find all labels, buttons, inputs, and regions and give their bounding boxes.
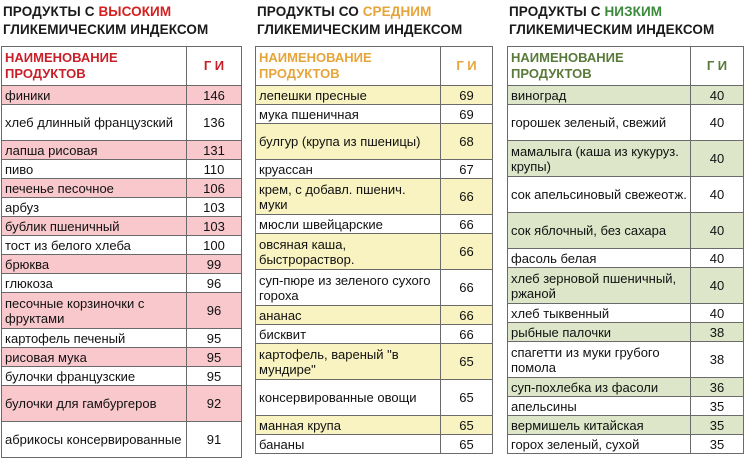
title-prefix: ПРОДУКТЫ С	[509, 4, 605, 19]
table-row	[256, 380, 493, 416]
gi-value: 65	[441, 435, 493, 454]
product-name: вермишель китайская	[508, 416, 691, 435]
product-name: лепешки пресные	[256, 86, 441, 105]
gi-value: 146	[187, 86, 242, 105]
table-row	[256, 234, 493, 270]
product-name: рисовая мука	[2, 348, 187, 367]
table-row	[2, 422, 242, 458]
table-row	[2, 105, 242, 141]
table-row	[256, 270, 493, 306]
product-name: манная крупа	[256, 416, 441, 435]
product-name: мука пшеничная	[256, 105, 441, 124]
gi-value: 91	[187, 422, 242, 458]
product-name: арбуз	[2, 198, 187, 217]
table-row	[256, 160, 493, 179]
gi-value: 40	[691, 213, 744, 249]
product-name: печенье песочное	[2, 179, 187, 198]
product-name: суп-похлебка из фасоли	[508, 378, 691, 397]
product-name: хлеб тыквенный	[508, 304, 691, 323]
gi-value: 66	[441, 270, 493, 306]
gi-value: 96	[187, 274, 242, 293]
gi-value: 110	[187, 160, 242, 179]
title-accent: ВЫСОКИМ	[98, 4, 172, 19]
gi-value: 100	[187, 236, 242, 255]
gi-value: 106	[187, 179, 242, 198]
gi-value: 40	[691, 249, 744, 268]
table-row	[2, 367, 242, 386]
product-name: булгур (крупа из пшеницы)	[256, 124, 441, 160]
product-name: булочки французские	[2, 367, 187, 386]
table-header-row	[2, 47, 242, 86]
product-name: горошек зеленый, свежий	[508, 105, 691, 141]
header-gi: Г И	[691, 47, 744, 86]
table-row	[508, 213, 744, 249]
gi-value: 131	[187, 141, 242, 160]
table-header-row	[256, 47, 493, 86]
table-row	[508, 323, 744, 342]
gi-value: 69	[441, 86, 493, 105]
table-row	[508, 268, 744, 304]
product-name: бисквит	[256, 325, 441, 344]
product-name: круассан	[256, 160, 441, 179]
product-name: брюква	[2, 255, 187, 274]
table-row	[2, 86, 242, 105]
gi-value: 69	[441, 105, 493, 124]
section-title	[1, 0, 242, 46]
table-row	[2, 198, 242, 217]
product-name: сок апельсиновый свежеотж.	[508, 177, 691, 213]
product-name: тост из белого хлеба	[2, 236, 187, 255]
table-row	[508, 105, 744, 141]
product-name: картофель, вареный "в мундире"	[256, 344, 441, 380]
product-name: ананас	[256, 306, 441, 325]
table-row	[508, 141, 744, 177]
header-gi: Г И	[441, 47, 493, 86]
gi-table	[507, 46, 744, 454]
table-row	[508, 342, 744, 378]
section-title	[507, 0, 744, 46]
table-row	[2, 293, 242, 329]
product-name: апельсины	[508, 397, 691, 416]
product-name: глюкоза	[2, 274, 187, 293]
header-name: НАИМЕНОВАНИЕ ПРОДУКТОВ	[2, 47, 187, 86]
gi-value: 99	[187, 255, 242, 274]
product-name: лапша рисовая	[2, 141, 187, 160]
product-name: финики	[2, 86, 187, 105]
gi-value: 40	[691, 268, 744, 304]
product-name: мюсли швейцарские	[256, 215, 441, 234]
gi-value: 66	[441, 325, 493, 344]
gi-value: 40	[691, 86, 744, 105]
table-row	[256, 124, 493, 160]
table-row	[256, 179, 493, 215]
gi-value: 103	[187, 217, 242, 236]
table-row	[2, 255, 242, 274]
gi-value: 67	[441, 160, 493, 179]
product-name: консервированные овощи	[256, 380, 441, 416]
table-row	[2, 348, 242, 367]
gi-value: 95	[187, 329, 242, 348]
product-name: бублик пшеничный	[2, 217, 187, 236]
gi-value: 35	[691, 435, 744, 454]
gi-value: 40	[691, 304, 744, 323]
gi-value: 40	[691, 105, 744, 141]
gi-value: 35	[691, 416, 744, 435]
product-name: крем, с добавл. пшенич. муки	[256, 179, 441, 215]
gi-table	[1, 46, 242, 458]
table-row	[508, 177, 744, 213]
gi-value: 96	[187, 293, 242, 329]
header-name: НАИМЕНОВАНИЕ ПРОДУКТОВ	[508, 47, 691, 86]
table-row	[508, 378, 744, 397]
product-name: спагетти из муки грубого помола	[508, 342, 691, 378]
title-prefix: ПРОДУКТЫ СО	[257, 4, 363, 19]
table-row	[508, 249, 744, 268]
table-row	[256, 416, 493, 435]
title-line-1	[257, 3, 493, 21]
product-name: булочки для гамбургеров	[2, 386, 187, 422]
product-name: мамалыга (каша из кукуруз. крупы)	[508, 141, 691, 177]
table-row	[2, 160, 242, 179]
table-row	[508, 435, 744, 454]
product-name: хлеб зерновой пшеничный, ржаной	[508, 268, 691, 304]
product-name: пиво	[2, 160, 187, 179]
gi-value: 66	[441, 215, 493, 234]
title-line-1	[509, 3, 744, 21]
product-name: хлеб длинный французский	[2, 105, 187, 141]
product-name: виноград	[508, 86, 691, 105]
table-row	[256, 325, 493, 344]
gi-value: 103	[187, 198, 242, 217]
table-row	[2, 217, 242, 236]
product-name: песочные корзиночки с фруктами	[2, 293, 187, 329]
gi-value: 65	[441, 344, 493, 380]
product-name: сок яблочный, без сахара	[508, 213, 691, 249]
table-row	[256, 306, 493, 325]
title-line-2: ГЛИКЕМИЧЕСКИМ ИНДЕКСОМ	[3, 22, 209, 37]
table-row	[2, 386, 242, 422]
table-row	[2, 179, 242, 198]
gi-value: 95	[187, 348, 242, 367]
section-title	[255, 0, 493, 46]
product-name: горох зеленый, сухой	[508, 435, 691, 454]
table-row	[2, 329, 242, 348]
product-name: суп-пюре из зеленого сухого гороха	[256, 270, 441, 306]
product-name: картофель печеный	[2, 329, 187, 348]
table-header-row	[508, 47, 744, 86]
title-line-2: ГЛИКЕМИЧЕСКИМ ИНДЕКСОМ	[257, 22, 463, 37]
product-name: абрикосы консервированные	[2, 422, 187, 458]
gi-value: 36	[691, 378, 744, 397]
header-name: НАИМЕНОВАНИЕ ПРОДУКТОВ	[256, 47, 441, 86]
table-row	[256, 105, 493, 124]
title-accent: НИЗКИМ	[604, 4, 663, 19]
gi-value: 66	[441, 234, 493, 270]
gi-value: 65	[441, 416, 493, 435]
table-row	[256, 435, 493, 454]
gi-value: 92	[187, 386, 242, 422]
gi-value: 65	[441, 380, 493, 416]
gi-value: 35	[691, 397, 744, 416]
table-row	[256, 215, 493, 234]
gi-value: 40	[691, 177, 744, 213]
gi-value: 38	[691, 323, 744, 342]
high-gi-section	[1, 0, 242, 458]
title-prefix: ПРОДУКТЫ С	[3, 4, 99, 19]
gi-value: 66	[441, 179, 493, 215]
gi-table	[255, 46, 493, 454]
product-name: овсяная каша, быстрораствор.	[256, 234, 441, 270]
product-name: рыбные палочки	[508, 323, 691, 342]
gi-value: 38	[691, 342, 744, 378]
low-gi-section	[507, 0, 744, 458]
table-row	[2, 141, 242, 160]
gi-value: 66	[441, 306, 493, 325]
table-row	[256, 344, 493, 380]
table-row	[508, 86, 744, 105]
gi-value: 68	[441, 124, 493, 160]
title-line-2: ГЛИКЕМИЧЕСКИМ ИНДЕКСОМ	[509, 22, 715, 37]
product-name: бананы	[256, 435, 441, 454]
table-row	[508, 416, 744, 435]
header-gi: Г И	[187, 47, 242, 86]
table-row	[256, 86, 493, 105]
table-row	[2, 274, 242, 293]
title-accent: СРЕДНИМ	[362, 4, 432, 19]
gi-value: 95	[187, 367, 242, 386]
medium-gi-section	[255, 0, 493, 458]
table-row	[508, 304, 744, 323]
title-line-1	[3, 3, 242, 21]
table-row	[2, 236, 242, 255]
gi-value: 40	[691, 141, 744, 177]
product-name: фасоль белая	[508, 249, 691, 268]
gi-value: 136	[187, 105, 242, 141]
table-row	[508, 397, 744, 416]
